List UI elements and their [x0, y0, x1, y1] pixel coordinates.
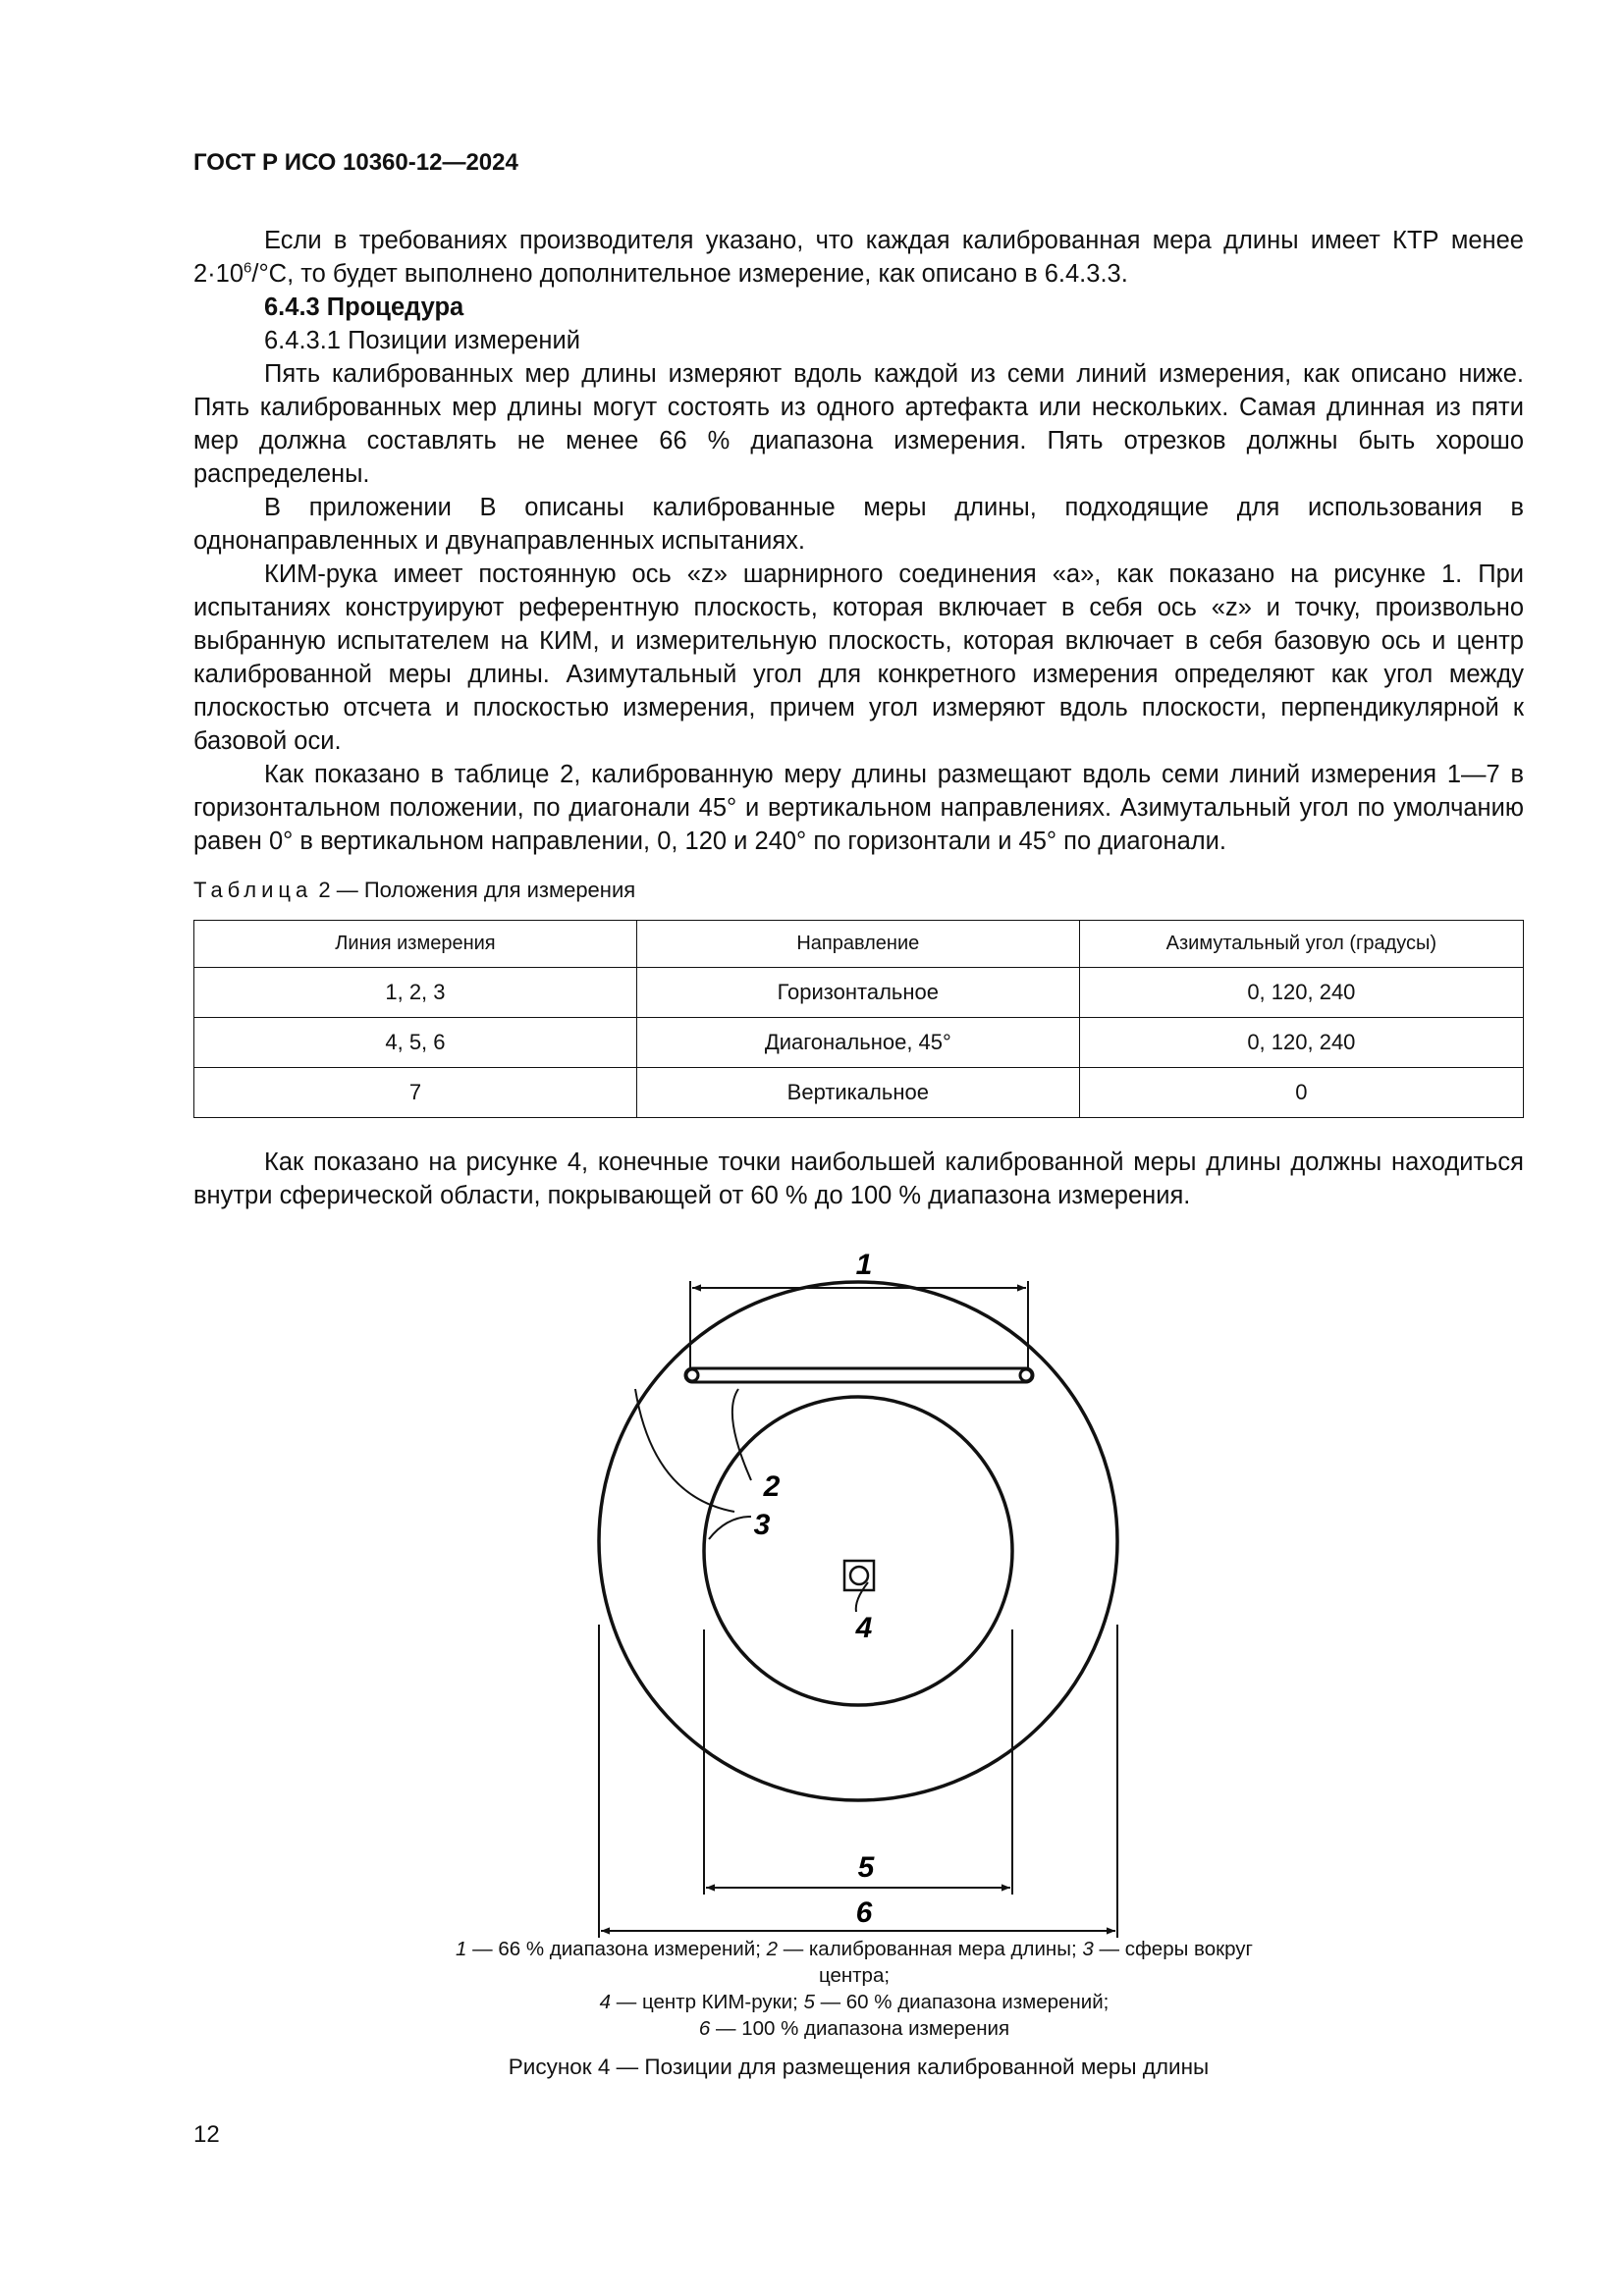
figure-label-6: 6 — [855, 1896, 873, 1929]
column-header: Направление — [636, 921, 1079, 968]
paragraph-appendix: В приложении В описаны калиброванные меры длины, подходящие для использования в однонаправленных и двунаправленных испытаниях. — [193, 494, 1524, 555]
table-caption-word: Таблица — [193, 878, 313, 902]
center-circle — [850, 1567, 868, 1584]
legend-num: 3 — [1082, 1938, 1094, 1960]
table-cell: Горизонтальное — [636, 968, 1079, 1018]
figure-label-3: 3 — [753, 1509, 771, 1541]
outer-sphere — [599, 1282, 1117, 1800]
table-cell: Диагональное, 45° — [636, 1018, 1079, 1068]
leader-4 — [856, 1582, 868, 1612]
paragraph-arm-axis: КИМ-рука имеет постоянную ось «z» шарнирного соединения «a», как показано на рисунке 1. При испытаниях конструируют референтную плоскость, которая включает в себя ось «z» и точку, произвольно выбранную испытателем на КИМ, и измерительную плоскость, которая включает в себя базовую ось и центр калиброванной меры длины. Азимутальный угол для конкретного измерения определяют как угол между плоскостью отсчета и плоскостью измерения, причем угол измеряют вдоль плоскости, перпендикулярной к базовой оси. — [193, 561, 1524, 755]
legend-text: — центр КИМ-руки; — [611, 1991, 804, 2013]
table-cell: 0, 120, 240 — [1079, 1018, 1523, 1068]
document-header: ГОСТ Р ИСО 10360-12—2024 — [193, 149, 518, 176]
figure-caption: Рисунок 4 — Позиции для размещения калиброванной меры длины — [508, 2055, 1210, 2079]
legend-num: 1 — [456, 1938, 467, 1960]
superscript-exponent: 6 — [244, 259, 252, 277]
leader-3-inner — [709, 1517, 751, 1539]
table-cell: 1, 2, 3 — [194, 968, 637, 1018]
table-cell: 4, 5, 6 — [194, 1018, 637, 1068]
table-cell: Вертикальное — [636, 1068, 1079, 1118]
legend-num: 2 — [766, 1938, 778, 1960]
legend-text: — 66 % диапазона измерений; — [466, 1938, 767, 1960]
legend-text: — калиброванная мера длины; — [778, 1938, 1083, 1960]
calibrated-length-bar — [685, 1368, 1033, 1382]
paragraph-five-measures: Пять калиброванных мер длины измеряют вдоль каждой из семи линий измерения, как описано ниже. Пять калиброванных мер длины могут состоять из одного артефакта или нескольких. Самая длинная из пяти мер должна составлять не менее 66 % диапазона измерения. Пять отрезков должны быть хорошо распределены. — [193, 360, 1524, 488]
center-square — [844, 1561, 874, 1590]
column-header: Азимутальный угол (градусы) — [1079, 921, 1523, 968]
page-number: 12 — [193, 2121, 220, 2148]
legend-text: — сферы вокруг центра; — [818, 1938, 1253, 1987]
legend-num: 5 — [803, 1991, 815, 2013]
table-cell: 7 — [194, 1068, 637, 1118]
leader-2 — [732, 1389, 751, 1480]
legend-num: 6 — [698, 2017, 711, 2040]
paragraph-figure-ref: Как показано на рисунке 4, конечные точки наибольшей калиброванной меры длины должны находиться внутри сферической области, покрывающей от 60 % до 100 % диапазона измерения. — [193, 1148, 1524, 1209]
figure-label-2: 2 — [763, 1470, 781, 1503]
column-header: Линия измерения — [194, 921, 637, 968]
inner-sphere — [704, 1397, 1012, 1705]
paragraph-cte-part2: /°С, то будет выполнено дополнительное измерение, как описано в 6.4.3.3. — [251, 260, 1128, 288]
bar-end-right — [1020, 1369, 1032, 1381]
paragraph-cte-part1: Если в требованиях производителя указано, что каждая калиброванная мера длины имеет КТР менее 2·10 — [193, 227, 1524, 288]
leader-3-outer — [635, 1389, 734, 1512]
heading-positions: 6.4.3.1 Позиции измерений — [264, 327, 580, 354]
legend-text: — 60 % диапазона измерений; — [814, 1991, 1110, 2013]
bar-end-left — [686, 1369, 698, 1381]
figure-label-4: 4 — [855, 1612, 873, 1644]
figure-label-5: 5 — [857, 1851, 875, 1884]
table-caption-title: 2 — Положения для измерения — [312, 878, 636, 902]
table-cell: 0 — [1079, 1068, 1523, 1118]
heading-procedure: 6.4.3 Процедура — [264, 294, 464, 321]
paragraph-table-ref: Как показано в таблице 2, калиброванную меру длины размещают вдоль семи линий измерения 1—7 в горизонтальном положении, по диагонали 45° и вертикальном направлениях. Азимутальный угол по умолчанию равен 0° в вертикальном направлении, 0, 120 и 240° по горизонтали и 45° по диагонали. — [193, 761, 1524, 855]
legend-text: — 100 % диапазона измерения — [710, 2017, 1010, 2040]
figure-legend — [422, 1936, 1286, 2042]
table-cell: 0, 120, 240 — [1079, 968, 1523, 1018]
figure-label-1: 1 — [855, 1249, 873, 1281]
legend-num: 4 — [599, 1991, 612, 2013]
